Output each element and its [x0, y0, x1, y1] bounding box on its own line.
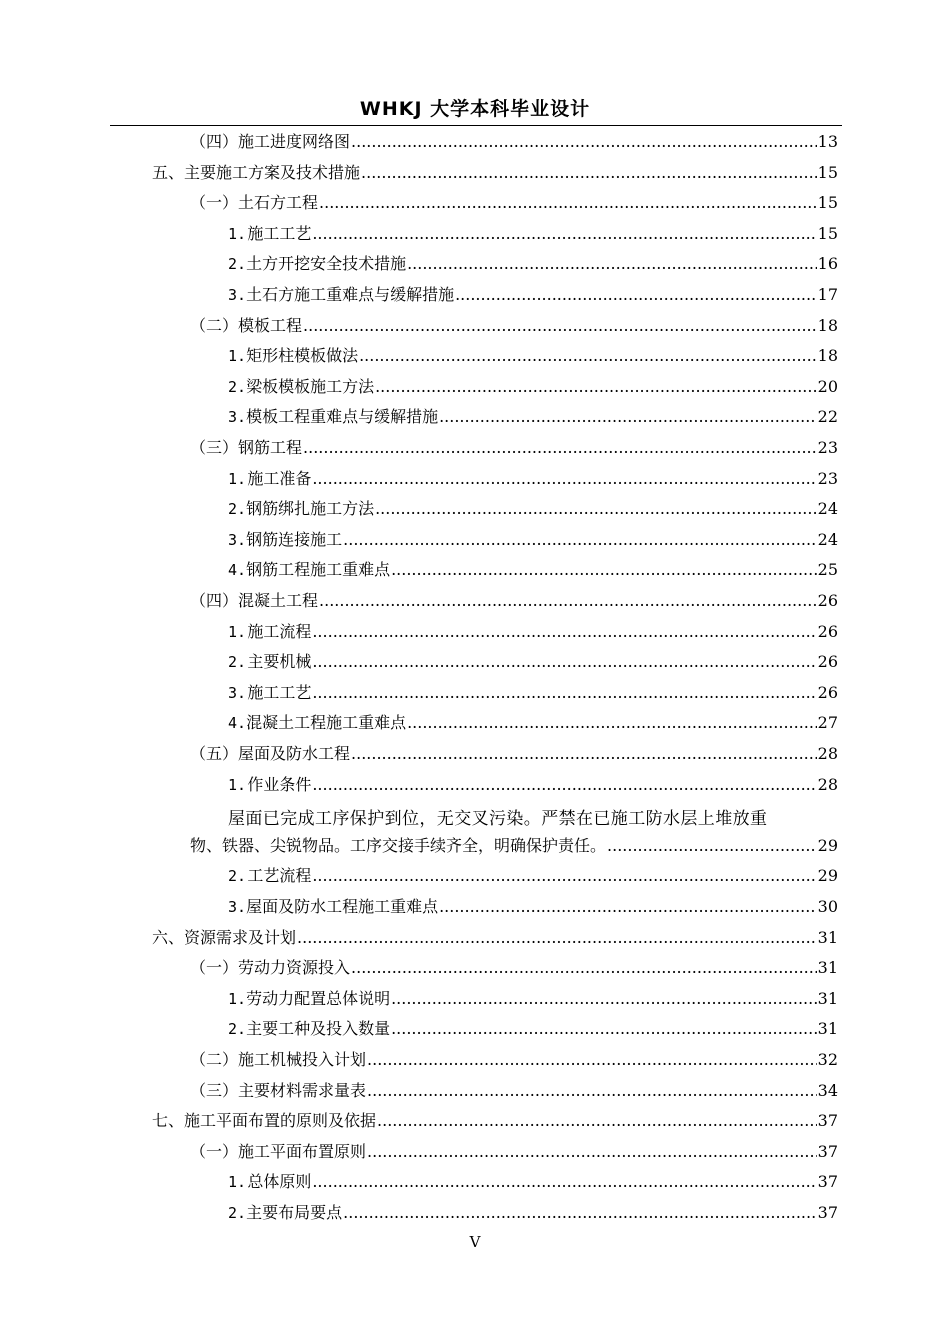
toc-dot-leader	[375, 494, 817, 524]
toc-entry[interactable]	[228, 372, 838, 402]
toc-dot-leader	[359, 341, 817, 371]
toc-entry-number: 七、	[152, 1111, 185, 1131]
toc-entry-page: 31	[817, 1019, 838, 1039]
toc-entry-number: 4.	[228, 561, 247, 580]
toc-dot-leader	[391, 984, 817, 1014]
toc-entry[interactable]	[228, 280, 838, 310]
toc-entry-title: 矩形柱模板做法	[246, 346, 359, 366]
toc-entry-title: 梁板模板施工方法	[246, 376, 375, 396]
toc-entry-title: 施工机械投入计划	[238, 1050, 367, 1069]
toc-entry[interactable]	[190, 433, 838, 463]
toc-entry-number: （一）	[190, 1141, 239, 1161]
toc-dot-leader	[312, 647, 816, 677]
toc-entry[interactable]	[190, 953, 838, 983]
toc-entry-title: 作业条件	[247, 774, 312, 794]
toc-entry-page: 18	[817, 346, 838, 366]
toc-entry[interactable]	[228, 984, 838, 1014]
toc-entry-number: 六、	[152, 927, 185, 947]
toc-dot-leader	[407, 708, 817, 738]
toc-entry-title: 模板工程	[238, 315, 303, 335]
toc-entry-title: 模板工程重难点与缓解措施	[246, 407, 439, 427]
toc-entry[interactable]	[228, 219, 838, 249]
toc-entry-page: 37	[817, 1172, 838, 1192]
toc-entry-page: 29	[817, 835, 838, 855]
toc-entry-number: （二）	[190, 315, 239, 335]
toc-entry-page: 13	[817, 132, 838, 151]
toc-dot-leader	[407, 249, 817, 279]
toc-entry-number: 3.	[228, 683, 247, 702]
toc-entry-page: 37	[817, 1111, 838, 1131]
toc-entry-title: 屋面及防水工程施工重难点	[246, 897, 439, 916]
toc-entry[interactable]	[228, 617, 838, 647]
toc-dot-leader	[351, 739, 817, 769]
toc-entry-number: 2.	[228, 500, 247, 519]
toc-dot-leader	[319, 586, 817, 616]
toc-dot-leader	[312, 678, 816, 708]
toc-entry[interactable]	[228, 464, 838, 494]
toc-entry-number: 3.	[228, 286, 247, 304]
toc-dot-leader	[367, 1076, 817, 1106]
toc-dot-leader	[351, 953, 817, 983]
toc-entry-title: 施工准备	[247, 468, 312, 488]
toc-entry-title: 土石方工程	[238, 193, 319, 213]
toc-entry[interactable]	[190, 1045, 838, 1075]
toc-entry[interactable]	[190, 739, 838, 769]
toc-entry-number: （三）	[190, 1080, 239, 1100]
toc-entry-page: 31	[817, 958, 838, 978]
toc-entry-page: 31	[817, 988, 838, 1008]
toc-entry-number: 4.	[228, 714, 247, 733]
toc-dot-leader	[319, 188, 817, 218]
toc-dot-leader	[361, 158, 817, 188]
toc-dot-leader	[607, 831, 817, 861]
toc-entry-page: 17	[817, 285, 838, 304]
toc-dot-leader	[343, 525, 816, 555]
toc-entry-number: 2.	[228, 255, 247, 274]
toc-entry[interactable]	[190, 586, 838, 616]
toc-entry-page: 32	[817, 1050, 838, 1069]
toc-dot-leader	[367, 1045, 817, 1075]
toc-dot-leader	[312, 464, 816, 494]
toc-entry-number: 1.	[228, 224, 247, 243]
toc-entry-title: 钢筋连接施工	[246, 529, 343, 549]
toc-entry[interactable]	[228, 555, 838, 585]
toc-entry-title: 资源需求及计划	[184, 927, 297, 947]
toc-entry-page: 37	[817, 1141, 838, 1161]
toc-entry-page: 24	[817, 529, 838, 549]
toc-entry-title: 钢筋绑扎施工方法	[246, 499, 375, 519]
toc-entry-page: 15	[817, 193, 838, 213]
toc-entry[interactable]	[190, 311, 838, 341]
toc-entry-title: 混凝土工程施工重难点	[246, 713, 407, 733]
toc-entry-page: 37	[817, 1203, 838, 1222]
toc-entry-title: 主要材料需求量表	[238, 1080, 367, 1100]
toc-entry-number: 1.	[228, 1173, 247, 1192]
toc-entry-page: 26	[817, 621, 838, 641]
toc-entry[interactable]	[228, 341, 838, 371]
toc-entry-number: 1.	[228, 469, 247, 488]
toc-entry[interactable]	[152, 923, 838, 953]
toc-entry-page: 15	[817, 162, 838, 182]
toc-dot-leader	[297, 923, 817, 953]
toc-entry-title: 钢筋工程施工重难点	[246, 560, 391, 580]
toc-entry-number: 2.	[228, 377, 247, 396]
toc-entry-page: 22	[817, 407, 838, 427]
toc-entry-title: 主要施工方案及技术措施	[184, 162, 361, 182]
toc-dot-leader	[391, 1014, 817, 1044]
toc-entry-page: 31	[817, 927, 838, 947]
toc-entry-title: 主要机械	[247, 652, 312, 672]
toc-entry-number: 3.	[228, 408, 247, 427]
toc-dot-leader	[377, 1106, 817, 1136]
toc-entry-number: （五）	[190, 744, 239, 763]
toc-entry-number: （三）	[190, 438, 239, 457]
toc-entry-number: 2.	[228, 867, 247, 886]
toc-entry-number: 1.	[228, 347, 247, 366]
toc-entry[interactable]	[228, 647, 838, 677]
page-header-title: WHKJ 大学本科毕业设计	[359, 98, 591, 120]
toc-entry-number: （二）	[190, 1050, 239, 1069]
toc-entry-page: 16	[817, 254, 838, 274]
toc-entry-title: 施工工艺	[247, 223, 312, 243]
toc-dot-leader	[312, 617, 816, 647]
toc-dot-leader	[351, 127, 817, 157]
toc-entry-title: 施工流程	[247, 621, 312, 641]
toc-entry[interactable]	[228, 708, 838, 738]
toc-entry[interactable]	[190, 1137, 838, 1167]
toc-entry[interactable]	[190, 127, 838, 157]
toc-entry-number: 2.	[228, 653, 247, 672]
toc-entry-number: 2.	[228, 1204, 247, 1222]
toc-entry-page: 28	[817, 774, 838, 794]
toc-entry-title: 土石方施工重难点与缓解措施	[246, 285, 455, 304]
toc-entry[interactable]	[228, 1198, 838, 1228]
toc-entry-title: 施工平面布置的原则及依据	[184, 1111, 377, 1131]
toc-entry-number: 2.	[228, 1020, 247, 1039]
toc-dot-leader	[375, 372, 817, 402]
toc-entry-page: 34	[817, 1080, 838, 1100]
toc-entry[interactable]	[228, 1167, 838, 1197]
toc-entry-number: （四）	[190, 591, 239, 610]
toc-entry-page: 26	[817, 652, 838, 672]
toc-entry[interactable]	[228, 249, 838, 279]
toc-entry[interactable]	[190, 1076, 838, 1106]
toc-dot-leader	[439, 892, 817, 922]
toc-entry-title: 土方开挖安全技术措施	[246, 254, 407, 274]
toc-dot-leader	[455, 280, 817, 310]
toc-entry-title: 主要布局要点	[246, 1203, 343, 1222]
toc-dot-leader	[312, 861, 816, 891]
toc-dot-leader	[391, 555, 817, 585]
toc-entry-page: 27	[817, 713, 838, 733]
toc-entry-title: 施工平面布置原则	[238, 1141, 367, 1161]
toc-entry-title: 钢筋工程	[238, 438, 303, 457]
toc-entry-page: 15	[817, 223, 838, 243]
toc-entry-page: 18	[817, 315, 838, 335]
toc-entry[interactable]	[190, 188, 838, 218]
toc-entry[interactable]	[228, 402, 838, 432]
toc-entry[interactable]	[228, 861, 838, 891]
toc-entry[interactable]	[152, 1106, 838, 1136]
toc-entry-page: 25	[817, 560, 838, 580]
toc-entry-page: 24	[817, 499, 838, 519]
toc-entry-title: 混凝土工程	[238, 591, 319, 610]
toc-entry-number: 1.	[228, 775, 247, 794]
toc-entry-page: 23	[817, 468, 838, 488]
toc-entry-title: 屋面及防水工程	[238, 744, 351, 763]
toc-entry-number: （一）	[190, 193, 239, 213]
toc-entry-page: 26	[817, 682, 838, 702]
toc-entry-number: 3.	[228, 530, 247, 549]
toc-dot-leader	[367, 1137, 817, 1167]
toc-entry-number: 1.	[228, 622, 247, 641]
toc-dot-leader	[439, 402, 817, 432]
toc-entry-number: （一）	[190, 958, 239, 978]
toc-dot-leader	[312, 219, 816, 249]
toc-entry-title: 工艺流程	[247, 866, 312, 886]
toc-entry-number: 3.	[228, 898, 247, 916]
toc-entry-page: 20	[817, 376, 838, 396]
toc-entry[interactable]	[228, 525, 838, 555]
page-number: V	[469, 1233, 481, 1251]
toc-entry-page: 23	[817, 438, 838, 457]
toc-entry-title: 施工工艺	[247, 682, 312, 702]
toc-entry-title: 物、铁器、尖锐物品。工序交接手续齐全，明确保护责任。	[190, 835, 607, 855]
toc-entry-number: （四）	[190, 132, 239, 151]
toc-entry[interactable]	[228, 892, 838, 922]
toc-paragraph-text: 屋面已完成工序保护到位，无交叉污染。严禁在已施工防水层上堆放重	[228, 809, 768, 830]
toc-dot-leader	[343, 1198, 816, 1228]
toc-entry-page: 30	[817, 897, 838, 916]
toc-entry-page: 28	[817, 744, 838, 763]
toc-entry-page: 26	[817, 591, 838, 610]
toc-dot-leader	[312, 1167, 816, 1197]
toc-entry[interactable]	[190, 831, 838, 861]
toc-entry-title: 劳动力配置总体说明	[246, 988, 391, 1008]
toc-entry[interactable]	[228, 1014, 838, 1044]
toc-entry-title: 劳动力资源投入	[238, 958, 351, 978]
toc-dot-leader	[312, 770, 816, 800]
toc-entry-number: 五、	[152, 162, 185, 182]
header-rule	[110, 125, 842, 126]
toc-dot-leader	[303, 311, 817, 341]
toc-entry[interactable]	[228, 678, 838, 708]
toc-entry[interactable]	[152, 158, 838, 188]
toc-dot-leader	[303, 433, 817, 463]
toc-entry[interactable]	[228, 494, 838, 524]
toc-entry-number: 1.	[228, 989, 247, 1008]
toc-entry-title: 施工进度网络图	[238, 132, 351, 151]
toc-entry-title: 总体原则	[247, 1172, 312, 1192]
toc-entry-title: 主要工种及投入数量	[246, 1019, 391, 1039]
toc-entry-page: 29	[817, 866, 838, 886]
toc-entry[interactable]	[228, 770, 838, 800]
